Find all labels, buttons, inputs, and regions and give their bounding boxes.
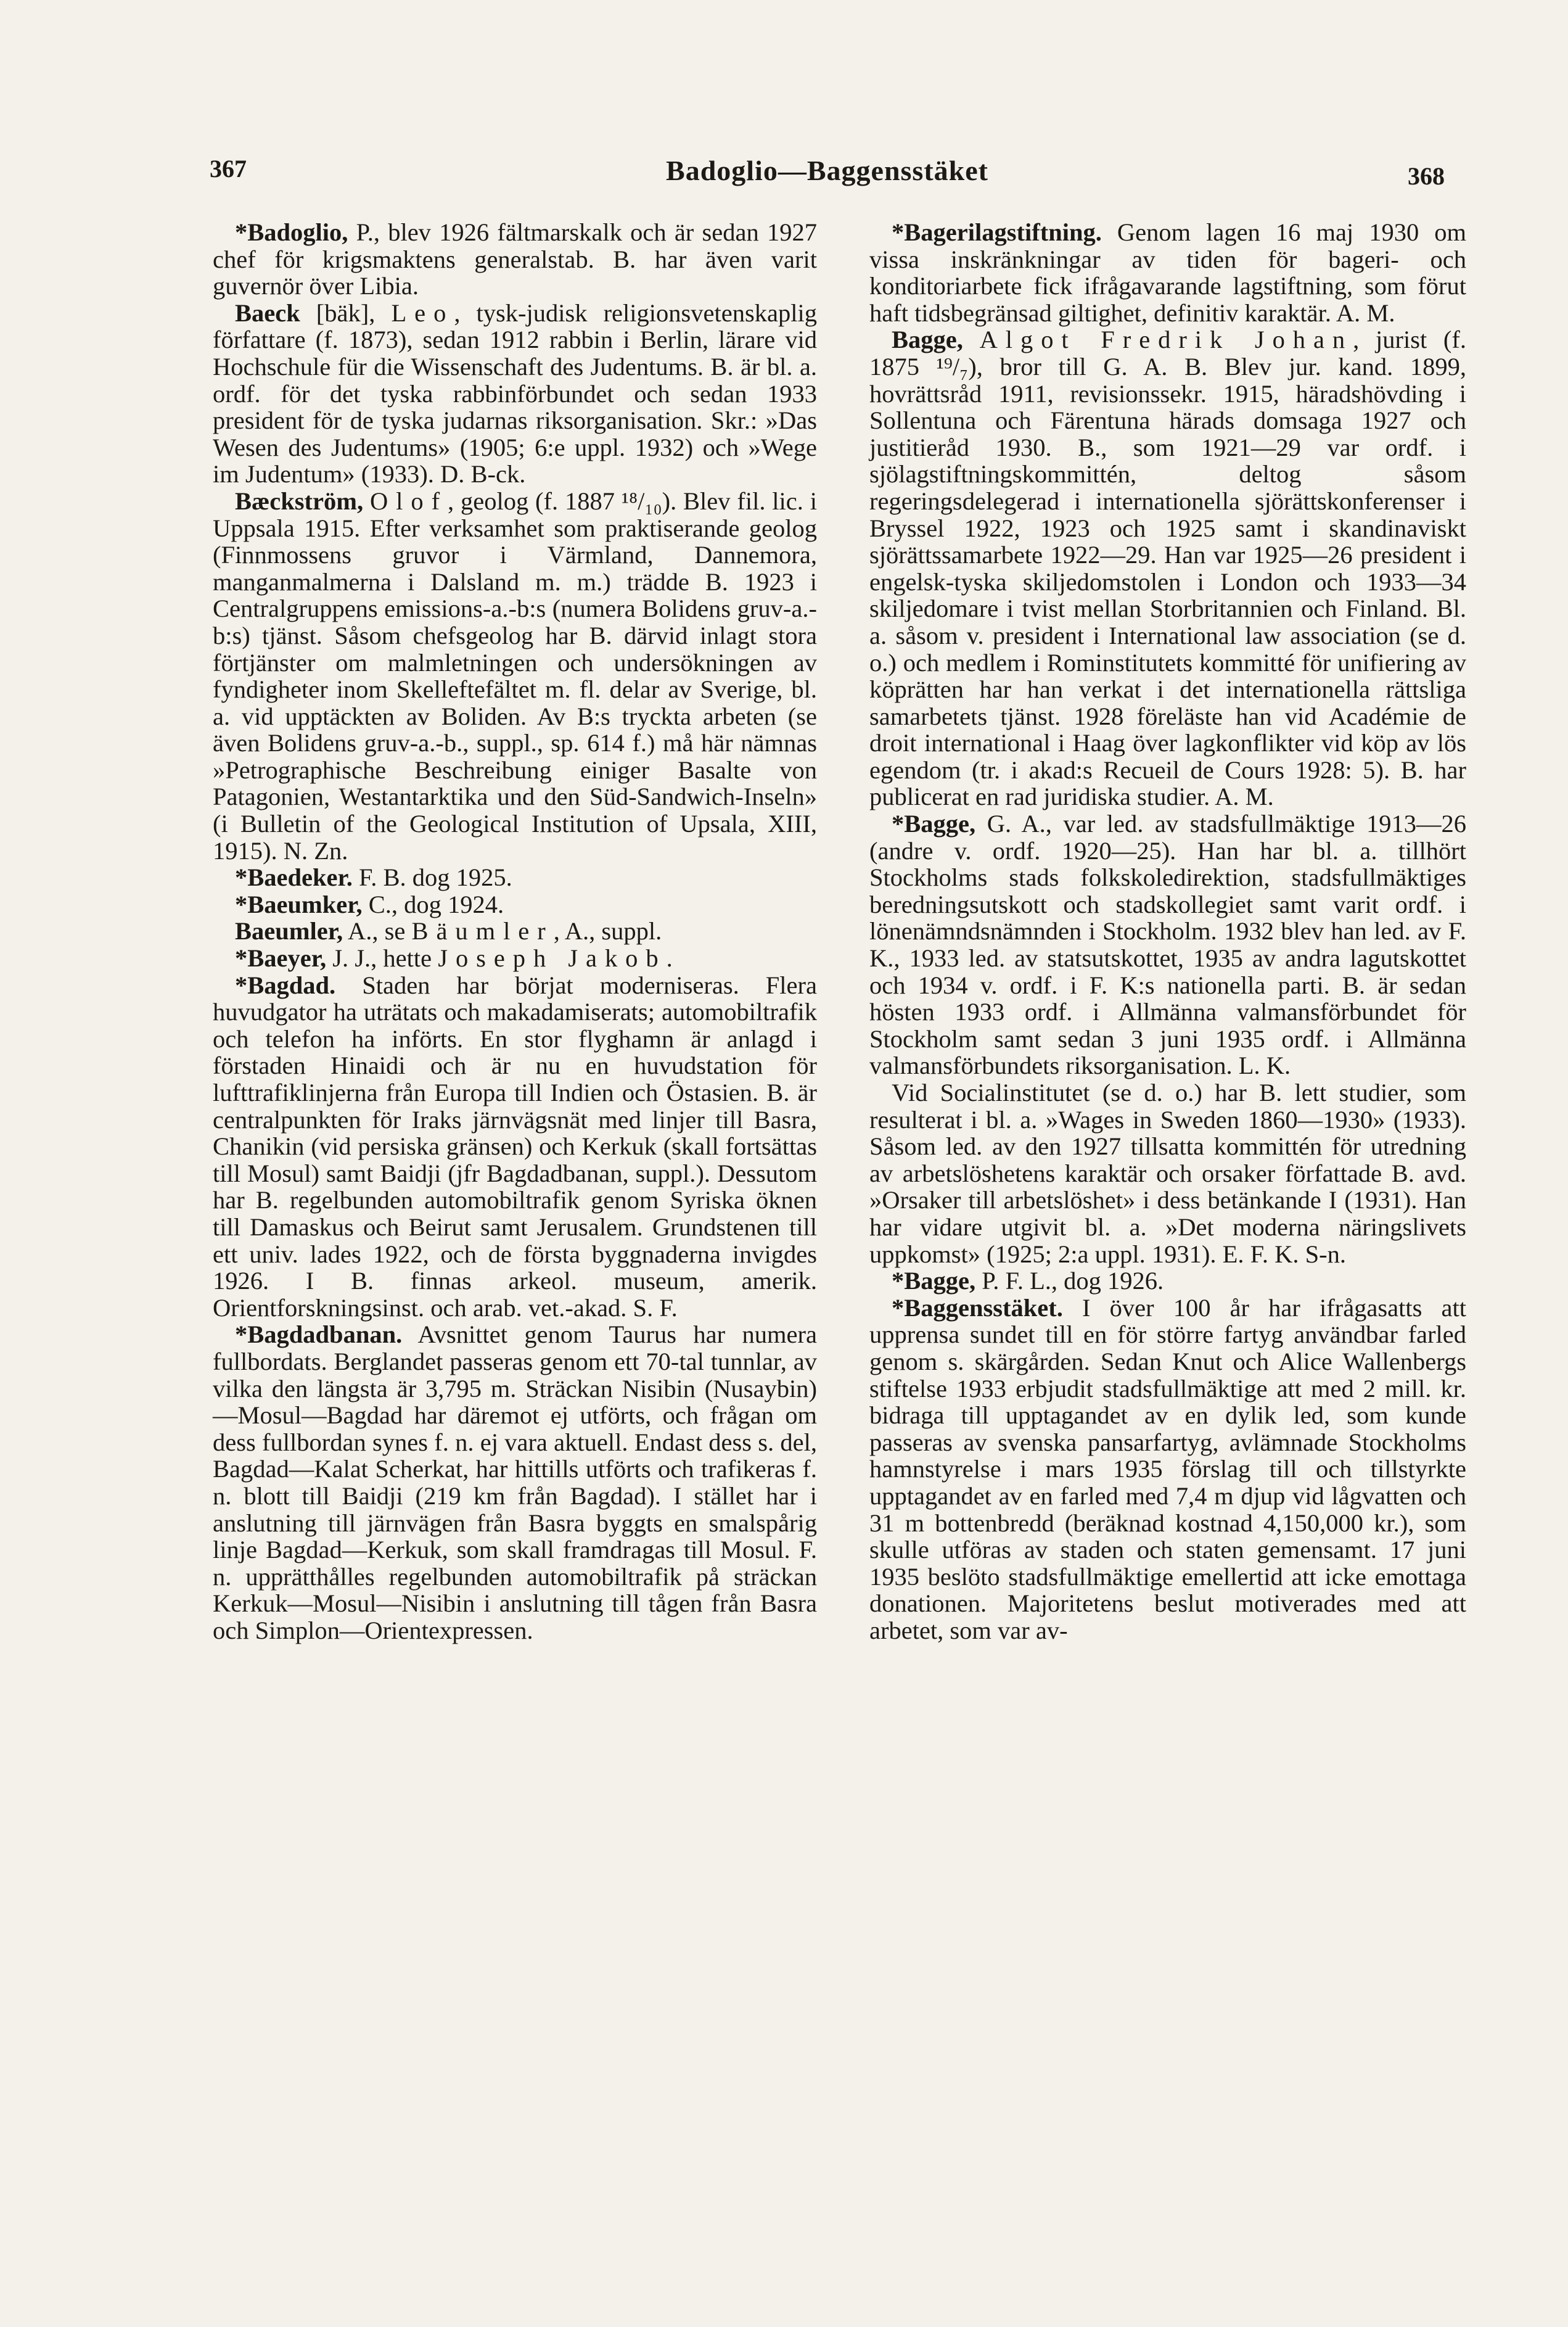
entry-text: Avsnittet genom Taurus har numera fullbordats. Berglandet passeras genom ett 70-tal tunnlar, av vilka den längsta är 3,795 m. Sträckan Nisibin (Nusaybin) —Mosul—Bagdad har däremot ej utförts, och frågan om dess fullbordan synes f. n. ej vara aktuell. Endast dess s. del, Bagdad—Kalat Scherkat, har hittills utförts och trafikeras f. n. blott till Baidji (219 km från Bagdad). I stället har i anslutning till järnvägen från Basra byggts en smalspårig linje Bagdad—Kerkuk, som skall framdragas till Mosul. F. n. upprätthålles regelbunden automobiltrafik på sträckan Kerkuk—Mosul—Nisibin i anslutning till tågen från Basra och Simplon—Orientexpressen.: [213, 1320, 817, 1644]
entry-text-lead: A., se: [343, 917, 412, 945]
page-number-right: 368: [1408, 162, 1445, 190]
page-header: [210, 154, 1445, 197]
headword: *Badoglio,: [235, 218, 348, 246]
spaced-name: Algot Fredrik Johan: [979, 326, 1353, 354]
spaced-name: Leo: [391, 299, 454, 327]
entry-badoglio: [213, 219, 817, 300]
entry-text-lead: J. J., hette: [326, 944, 438, 973]
headword: Bæckström,: [235, 487, 364, 515]
entry-text: , tysk-judisk religionsvetenskaplig författare (f. 1873), sedan 1912 rabbin i Berlin, lärare vid Hochschule für die Wissenschaft des Judentums. B. är bl. a. ordf. för det tyska rabbinförbundet och sedan 1933 president för de tyska judarnas riksorganisation. Skr.: »Das Wesen des Judentums» (1905; 6:e uppl. 1932) och »Wege im Judentum» (1933). D. B-ck.: [213, 299, 817, 488]
running-title: Badoglio—Baggensstäket: [666, 155, 988, 186]
entry-baedeker: [213, 864, 817, 891]
entry-baeckstrom: [213, 488, 817, 864]
headword: *Bagerilagstiftning.: [892, 218, 1102, 246]
headword: *Bagdad.: [235, 971, 336, 999]
entry-baeumker: [213, 891, 817, 918]
spaced-name: Joseph Jakob: [438, 944, 667, 973]
entry-bagdad: [213, 972, 817, 1322]
entry-text: F. B. dog 1925.: [352, 863, 512, 892]
entry-text: P. F. L., dog 1926.: [975, 1267, 1164, 1295]
entry-text: Vid Socialinstitutet (se d. o.) har B. lett studier, som resulterat i bl. a. »Wages in Sweden 1860—1930» (1933). Såsom led. av den 1927 tillsatta kommittén för utredning av arbetslöshetens karaktär och orsaker författade B. avd. »Orsaker till arbetslöshet» i dess betänkande I (1931). Han har vidare utgivit bl. a. »Det moderna näringslivets uppkomst» (1925; 2:a uppl. 1931). E. F. K. S-n.: [869, 1079, 1466, 1268]
entry-text: , geolog (f. 1887 ¹⁸/₁₀). Blev fil. lic. i Uppsala 1915. Efter verksamhet som praktiserande geolog (Finnmossens gruvor i Värmland, Dannemora, manganmalmerna i Dalsland m. m.) trädde B. 1923 i Centralgruppens emissions-a.-b:s (numera Bolidens gruv-a.-b:s) tjänst. Såsom chefsgeolog har B. därvid inlagt stora förtjänster om malmletningen och undersökningen av fyndigheter inom Skelleftefältet m. fl. delar av Sverige, bl. a. vid upptäckten av Boliden. Av B:s tryckta arbeten (se även Bolidens gruv-a.-b., suppl., sp. 614 f.) må här nämnas »Petrographische Beschreibung einiger Basalte von Patagonien, Westantarktika und den Süd-Sandwich-Inseln» (i Bulletin of the Geological Institution of Upsala, XIII, 1915). N. Zn.: [213, 487, 817, 865]
headword: Baeumler,: [235, 917, 343, 945]
entry-text: , jurist (f. 1875 ¹⁹/₇), bror till G. A. B. Blev jur. kand. 1899, hovrättsråd 1911, revisionssekr. 1915, häradshövding i Sollentuna och Färentuna härads domsaga 1927 och justitieråd 1930. B., som 1921—29 var ordf. i sjölagstiftningskommittén, deltog såsom regeringsdelegerad i internationella sjörättskonferenser i Bryssel 1922, 1923 och 1925 samt i skandinaviskt sjörättssamarbete 1922—29. Han var 1925—26 president i engelsk-tyska skiljedomstolen i London och 1933—34 skiljedomare i tvist mellan Storbritannien och Finland. Bl. a. såsom v. president i International law association (se d. o.) och medlem i Rominstitutets kommitté för unifiering av köprätten har han verkat i det internationella rättsliga samarbetets tjänst. 1928 föreläste han vid Académie de droit international i Haag över lagkonflikter vid köp av lös egendom (tr. i akad:s Recueil de Cours 1928: 5). B. har publicerat en rad juridiska studier. A. M.: [869, 326, 1466, 811]
headword: *Baeyer,: [235, 944, 327, 973]
entry-text: .: [666, 944, 673, 973]
headword: Baeck: [235, 299, 300, 327]
entry-text: Staden har börjat moderniseras. Flera huvudgator ha uträtats och makadamiserats; automobiltrafik och telefon ha införts. En stor flyghamn är anlagd i förstaden Hinaidi och är nu en huvudstation för lufttrafiklinjerna från Europa till Indien och Östasien. B. är centralpunkten för Iraks järnvägsnät med linjer till Basra, Chanikin (vid persiska gränsen) och Kerkuk (skall fortsättas till Mosul) samt Baidji (jfr Bagdadbanan, suppl.). Dessutom har B. regelbunden automobiltrafik genom Syriska öknen till Damaskus och Beirut samt Jerusalem. Grundstenen till ett univ. lades 1922, och de första byggnaderna invigdes 1926. I B. finnas arkeol. museum, amerik. Orientforskningsinst. och arab. vet.-akad. S. F.: [213, 971, 817, 1322]
entry-bagerilagstiftning: [869, 219, 1466, 326]
entry-baeck: [213, 300, 817, 488]
entry-text: G. A., var led. av stadsfullmäktige 1913—26 (andre v. ordf. 1920—25). Han har bl. a. tillhört Stockholms stads folkskoledirektion, stadsfullmäktiges beredningsutskott och stadskollegiet samt varit ordf. i lönenämndsnämnden i Stockholm. 1932 blev han led. av F. K., 1933 led. av statsutskottet, 1935 av andra lagutskottet och 1934 v. ordf. i F. K:s nationella parti. B. är sedan hösten 1933 ordf. i Allmänna valmansförbundet för Stockholm samt sedan 3 juni 1935 ordf. i Allmänna valmansförbundets riksorganisation. L. K.: [869, 810, 1466, 1080]
headword: *Bagdadbanan.: [235, 1320, 403, 1349]
headword: *Baggensstäket.: [892, 1293, 1063, 1322]
entry-bagge-ga-cont: [869, 1079, 1466, 1267]
right-column: [869, 219, 1466, 1644]
headword: *Bagge,: [892, 1267, 976, 1295]
left-column: [213, 219, 817, 1644]
entry-text: P., blev 1926 fältmarskalk och är sedan 1927 chef för krigsmaktens generalstab. B. har även varit guvernör över Libia.: [213, 218, 817, 300]
entry-text-lead: [bäk],: [300, 299, 392, 327]
entry-bagge-ga: [869, 810, 1466, 1079]
entry-bagdadbanan: [213, 1321, 817, 1644]
entry-bagge-algot: [869, 326, 1466, 810]
entry-bagge-pfl: [869, 1267, 1466, 1295]
headword: *Baeumker,: [235, 890, 363, 918]
entry-text: , A., suppl.: [553, 917, 662, 945]
spaced-name: Bäumler: [411, 917, 554, 945]
entry-baeyer: [213, 945, 817, 972]
headword: *Bagge,: [892, 810, 976, 838]
entry-text: C., dog 1924.: [362, 890, 504, 918]
page-number-left: 367: [210, 155, 247, 183]
entry-baeumler: [213, 918, 817, 945]
headword: Bagge,: [892, 326, 963, 354]
entry-baggensstaket: [869, 1295, 1466, 1644]
entry-text: I över 100 år har ifrågasatts att upprensa sundet till en för större fartyg användbar farled genom s. skärgården. Sedan Knut och Alice Wallenbergs stiftelse 1933 erbjudit stadsfullmäktige att med 2 mill. kr. bidraga till upptagandet av en dylik led, som kunde passeras av svenska pansarfartyg, avlämnade Stockholms hamnstyrelse i mars 1935 förslag till och tillstyrkte upptagandet av en farled med 7,4 m djup vid lågvatten och 31 m bottenbredd (beräknad kostnad 4,150,000 kr.), som skulle utföras av staden och staten gemensamt. 17 juni 1935 beslöto stadsfullmäktige emellertid att icke emottaga donationen. Majoritetens beslut motiverades med att arbetet, som var av-: [869, 1293, 1466, 1644]
entry-text: Genom lagen 16 maj 1930 om vissa inskränkningar av tiden för bageri- och konditoriarbete fick ifrågavarande lagstiftning, som förut haft tidsbegränsad giltighet, definitiv karaktär. A. M.: [869, 218, 1466, 327]
spaced-name: Olof: [369, 487, 448, 515]
headword: *Baedeker.: [235, 863, 353, 892]
